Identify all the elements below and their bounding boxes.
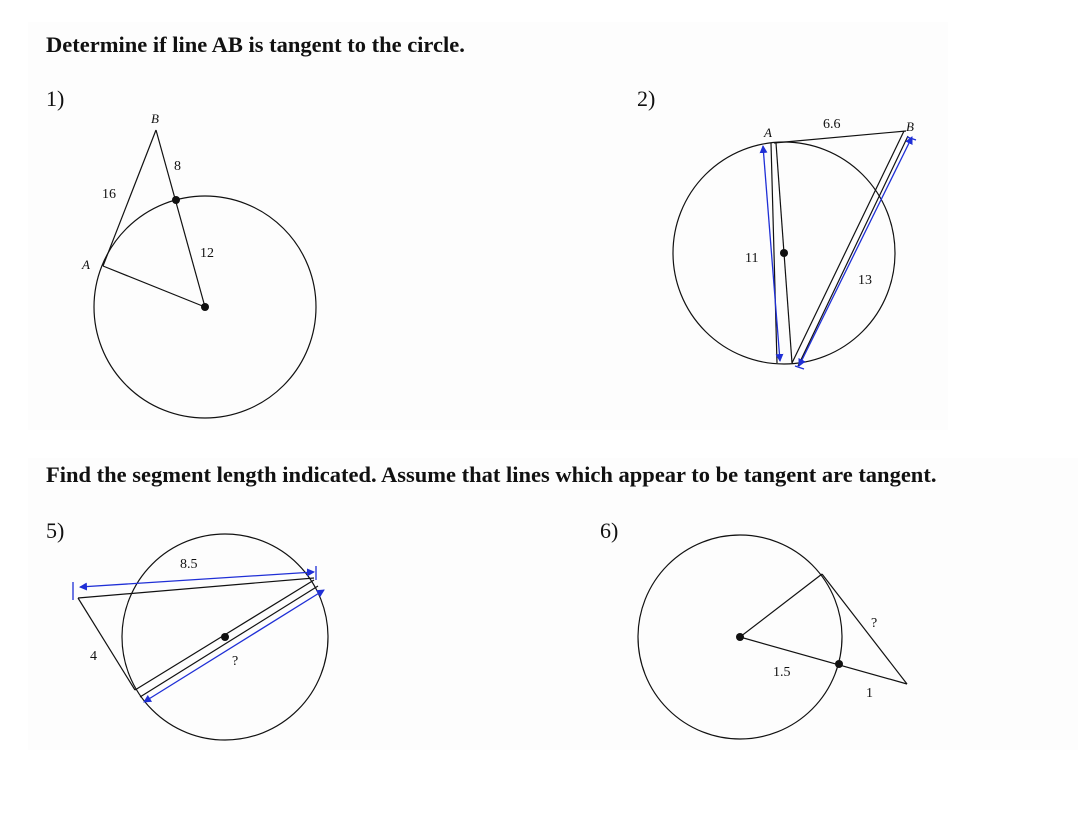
p5-label-unknown: ? [232,654,239,669]
p2-line-ab [774,131,906,143]
p1-center-dot [201,303,209,311]
p1-line-b-center [156,130,205,307]
problem-2-figure [673,117,916,369]
p2-center-dot [780,249,788,257]
p6-intersection-dot [835,660,843,668]
problem-5-figure [73,534,328,740]
p5-diameter-b [140,586,318,697]
p1-label-12: 12 [200,246,214,261]
section1-heading: Determine if line AB is tangent to the circle. [46,32,465,57]
section2-heading: Find the segment length indicated. Assume that lines which appear to be tangent are tangent. [46,462,937,487]
p5-arrow-top [80,572,314,587]
p1-label-a: A [82,257,90,272]
p5-line-left [78,598,135,690]
p1-intersection-dot [172,196,180,204]
p2-tick-bottom [795,366,804,369]
p6-label-1: 1 [866,686,873,701]
p6-tangent-line [822,574,907,684]
p1-label-b: B [151,111,159,126]
problem-1-number: 1) [46,86,65,111]
p5-label-4: 4 [90,649,97,664]
p1-label-8: 8 [174,159,181,174]
p2-label-11: 11 [745,251,759,266]
p6-radius-tangent [740,574,822,637]
problem-6-figure [638,535,907,739]
p5-center-dot [221,633,229,641]
problem-1-figure [81,111,316,418]
p2-label-b: B [906,119,914,134]
problem-5-number: 5) [46,518,65,543]
p5-arrow-diameter [144,590,324,702]
p6-label-unknown: ? [871,616,878,631]
p2-label-a: A [764,125,772,140]
p2-label-66: 6.6 [823,117,841,132]
p2-secant-right [798,136,908,366]
p6-secant-line [740,637,907,684]
problem-6-number: 6) [600,518,619,543]
p2-secant-left [792,131,904,363]
p5-label-85: 8.5 [180,557,198,572]
p5-line-top [78,578,314,598]
p6-center-dot [736,633,744,641]
p2-label-13: 13 [858,273,872,288]
p1-line-a-center [103,266,205,307]
p6-label-15: 1.5 [773,665,791,680]
problem-2-number: 2) [637,86,656,111]
p1-label-16: 16 [102,187,116,202]
